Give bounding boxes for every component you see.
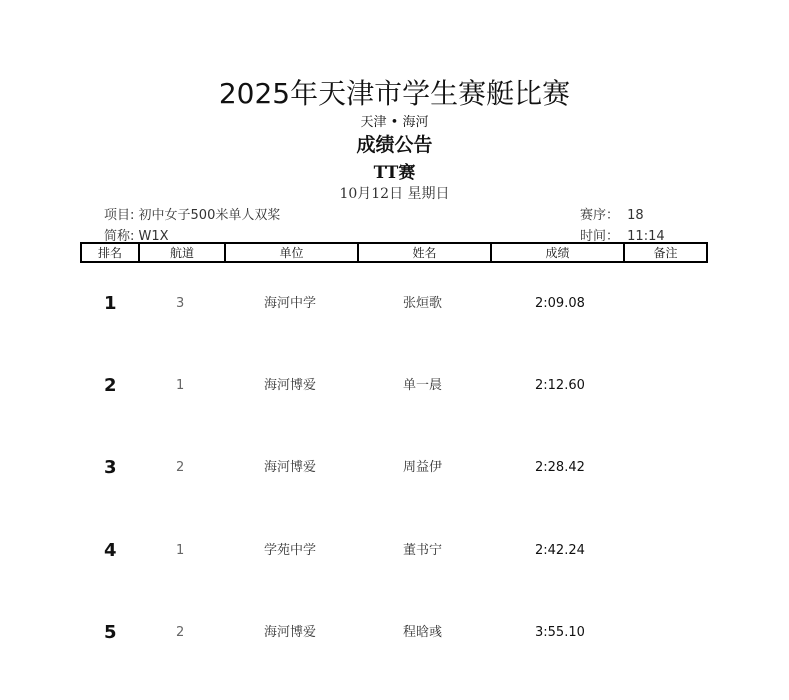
order-info — [580, 204, 644, 223]
rank-cell: 2 — [104, 375, 117, 396]
notice-title: 成绩公告 — [356, 134, 433, 156]
results-table — [80, 242, 708, 263]
lane-cell: 3 — [176, 296, 185, 311]
table-row — [0, 456, 789, 480]
result-cell: 2:42.24 — [535, 543, 585, 558]
abbr-label: 简称: — [104, 229, 135, 244]
rank-cell: 4 — [104, 540, 117, 561]
unit-cell: 海河博爱 — [264, 378, 317, 393]
result-cell: 2:12.60 — [535, 378, 585, 393]
header-note: 备注 — [624, 243, 707, 262]
result-cell: 3:55.10 — [535, 625, 585, 640]
event-info — [104, 204, 280, 223]
rank-cell: 3 — [104, 457, 117, 478]
table-row — [0, 539, 789, 563]
header-unit: 单位 — [225, 243, 358, 262]
abbr-value: W1X — [138, 229, 169, 244]
race-type: TT赛 — [373, 163, 416, 183]
page-title: 2025年天津市学生赛艇比赛 — [218, 77, 571, 110]
header-lane: 航道 — [139, 243, 225, 262]
table-row — [0, 292, 789, 316]
name-cell: 董书宁 — [403, 543, 443, 558]
unit-cell: 海河博爱 — [264, 625, 317, 640]
table-header-row — [81, 243, 707, 262]
time-value: 11:14 — [627, 229, 665, 244]
name-cell: 周益伊 — [403, 460, 443, 475]
header-name: 姓名 — [358, 243, 491, 262]
table-row — [0, 374, 789, 398]
header-rank: 排名 — [81, 243, 139, 262]
order-label: 赛序： — [580, 208, 620, 223]
name-cell: 单一晨 — [403, 378, 443, 393]
unit-cell: 海河博爱 — [264, 460, 317, 475]
event-value: 初中女子500米单人双桨 — [138, 208, 281, 223]
venue: 天津 • 海河 — [360, 115, 429, 130]
unit-cell: 学苑中学 — [264, 543, 317, 558]
lane-cell: 1 — [176, 543, 185, 558]
date: 10月12日 星期日 — [339, 186, 450, 202]
time-label: 时间： — [580, 229, 620, 244]
event-label: 项目: — [104, 208, 135, 223]
header-result: 成绩 — [491, 243, 624, 262]
rank-cell: 1 — [104, 293, 117, 314]
lane-cell: 2 — [176, 460, 185, 475]
name-cell: 张烜歌 — [403, 296, 443, 311]
rank-cell: 5 — [104, 622, 117, 643]
order-value: 18 — [627, 208, 644, 223]
result-cell: 2:28.42 — [535, 460, 585, 475]
name-cell: 程晗彧 — [403, 625, 443, 640]
unit-cell: 海河中学 — [264, 296, 317, 311]
result-cell: 2:09.08 — [535, 296, 585, 311]
lane-cell: 1 — [176, 378, 185, 393]
lane-cell: 2 — [176, 625, 185, 640]
table-row — [0, 621, 789, 645]
